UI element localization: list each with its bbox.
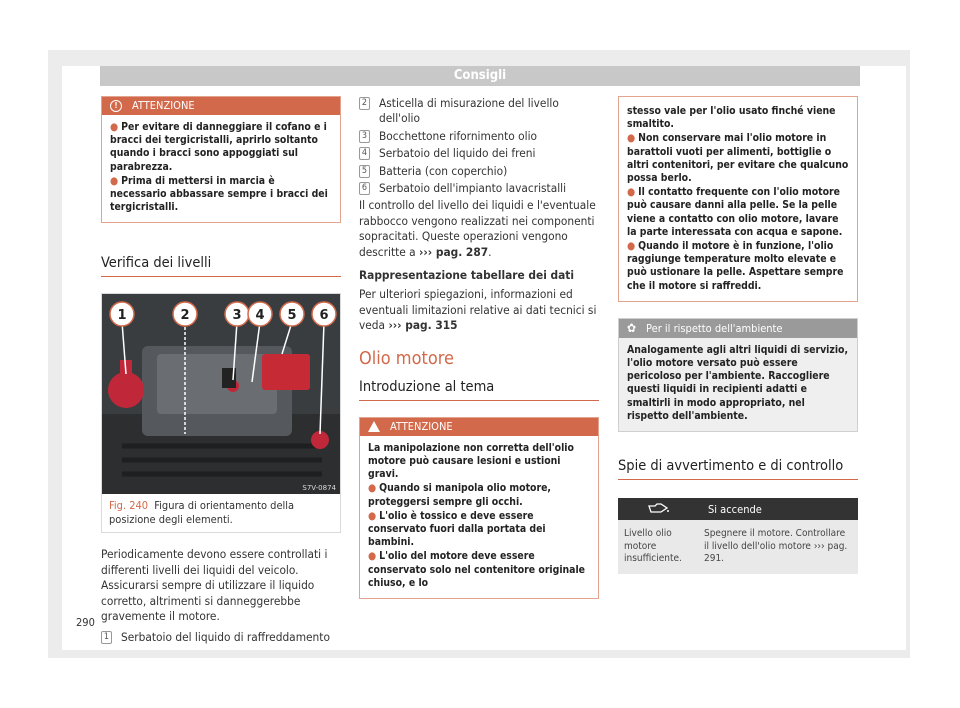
list-item: 3 Bocchettone rifornimento olio: [359, 129, 599, 144]
warning-intro: La manipolazione non corretta dell'olio motore può causare lesioni e ustioni gravi.: [368, 441, 574, 481]
warning-body: [360, 436, 598, 598]
figure: [101, 293, 341, 533]
warning-item: ● Non conservare mai l'olio motore in barattoli vuoti per alimenti, bottiglie o altri contenitori, per evitare che qualcuno possa berlo.: [627, 132, 849, 185]
environment-body: Analogamente agli altri liquidi di servizio, l'olio motore versato può essere pericoloso per l'ambiente. Raccogliere questi liquidi in recipienti adatti e smaltirli in modo appropriato, nel rispetto dell'ambiente.: [627, 343, 848, 422]
section-title: Spie di avvertimento e di controllo: [618, 458, 858, 480]
warning-box: [359, 417, 599, 599]
paragraph: Per ulteriori spiegazioni, informazioni ed eventuali limitazioni relative ai dati tecnici si veda ››› pag. 315: [359, 287, 597, 333]
number-badge: 3: [359, 130, 370, 143]
exclamation-circle-icon: !: [110, 100, 122, 112]
warning-body: [102, 115, 340, 222]
warning-body: [619, 97, 857, 301]
environment-title: Per il rispetto dell'ambiente: [646, 321, 783, 335]
environment-flower-icon: ✿: [627, 320, 637, 335]
section-title: Verifica dei livelli: [101, 255, 341, 277]
list-item: 2 Asticella di misurazione del livello dell'olio: [359, 96, 599, 127]
section-title: Introduzione al tema: [359, 379, 599, 401]
list-item: 5 Batteria (con coperchio): [359, 164, 599, 179]
callout-label: 5: [287, 308, 297, 324]
warning-item: ● Il contatto frequente con l'olio motore può causare danni alla pelle. Se la pelle viene a contatto con olio motore, lavare la parte interessata con acqua e sapone.: [627, 186, 843, 238]
number-badge: 6: [359, 182, 370, 195]
bullet-icon: ●: [368, 509, 377, 522]
bullet-icon: ●: [627, 240, 636, 253]
figure-caption-text: Figura di orientamento della posizione degli elementi.: [109, 499, 295, 526]
warning-triangle-icon: [368, 421, 380, 432]
bullet-icon: ●: [627, 132, 636, 145]
warning-box-continued: [618, 96, 858, 302]
page-header: Consigli: [100, 66, 860, 86]
environment-box: [618, 318, 858, 432]
warning-header: [360, 418, 598, 436]
bullet-icon: ●: [368, 482, 377, 495]
environment-header: [619, 319, 857, 338]
table-header-row: [618, 498, 858, 520]
table-cell-text: Spegnere il motore. Controllare il livello dell'olio motore ››› pag. 291.: [698, 520, 858, 574]
number-badge: 4: [359, 147, 370, 160]
component-list: [101, 630, 341, 645]
warning-title: ATTENZIONE: [390, 419, 453, 433]
number-badge: 5: [359, 165, 370, 178]
engine-photo: [102, 294, 340, 494]
figure-code: S7V-0874: [302, 484, 336, 493]
warning-item: ● Quando si manipola olio motore, proteggersi sempre gli occhi.: [368, 482, 551, 508]
callout-label: 4: [255, 308, 265, 324]
table-row: [618, 520, 858, 574]
warning-item: ● Per evitare di danneggiare il cofano e i bracci dei tergicristalli, aprirlo soltanto quando i bracci sono appoggiati sul parabrezza.: [110, 121, 327, 173]
number-badge: 1: [101, 631, 112, 644]
warning-lights-table: [618, 498, 858, 574]
column-2: [359, 96, 599, 599]
bullet-icon: ●: [368, 550, 377, 563]
page-link[interactable]: ››› pag. 287: [419, 244, 489, 259]
table-cell-label: Livello olio motore insufficiente.: [618, 520, 698, 574]
warning-intro: stesso vale per l'olio usato finché viene smaltito.: [627, 105, 836, 131]
column-3: [618, 96, 858, 574]
paragraph: Periodicamente devono essere controllati i differenti livelli dei liquidi del veicolo. Assicurarsi sempre di utilizzare il liquido corretto, altrimenti si danneggerebbe gravemente il motore.: [101, 547, 328, 624]
list-item: 6 Serbatoio dell'impianto lavacristalli: [359, 181, 599, 196]
sub-heading: Rappresentazione tabellare dei dati: [359, 268, 575, 283]
list-item: 1 Serbatoio del liquido di raffreddamento: [101, 630, 341, 645]
engine-illustration: [102, 294, 340, 494]
warning-title: ATTENZIONE: [132, 99, 195, 112]
callout-label: 3: [232, 308, 242, 324]
paragraph: Il controllo del livello dei liquidi e l'eventuale rabbocco vengono realizzati nei componenti sopracitati. Queste operazioni vengono descritte a ››› pag. 287.: [359, 198, 596, 259]
chapter-title: Olio motore: [359, 347, 454, 369]
warning-item: ● L'olio del motore deve essere conservato solo nel contenitore originale chiuso, e lo: [368, 550, 586, 589]
callout-label: 2: [180, 308, 190, 324]
list-item: 4 Serbatoio del liquido dei freni: [359, 146, 599, 161]
callout-label: 6: [319, 308, 329, 324]
oil-can-icon: [618, 498, 698, 520]
page-link[interactable]: ››› pag. 291.: [704, 540, 848, 565]
figure-caption: [102, 494, 340, 532]
page-number: 290: [76, 616, 95, 629]
page-link[interactable]: ››› pag. 315: [388, 318, 458, 333]
number-badge: 2: [359, 97, 370, 110]
warning-header: [102, 97, 340, 115]
column-1: [101, 96, 341, 648]
warning-item: ● L'olio è tossico e deve essere conservato fuori dalla portata dei bambini.: [368, 509, 546, 549]
bullet-icon: ●: [110, 121, 119, 133]
callout-label: 1: [117, 308, 127, 324]
warning-item: ● Quando il motore è in funzione, l'olio raggiunge temperature molto elevate e può ustionare la pelle. Aspettare sempre che il motore si raffreddi.: [627, 240, 844, 292]
table-header-label: Si accende: [698, 498, 858, 520]
warning-box: [101, 96, 341, 223]
warning-item: ● Prima di mettersi in marcia è necessario abbassare sempre i bracci dei tergicristalli.: [110, 174, 328, 214]
bullet-icon: ●: [627, 186, 636, 199]
bullet-icon: ●: [110, 174, 119, 187]
component-list: [359, 96, 599, 196]
figure-label: Fig. 240: [109, 499, 149, 513]
